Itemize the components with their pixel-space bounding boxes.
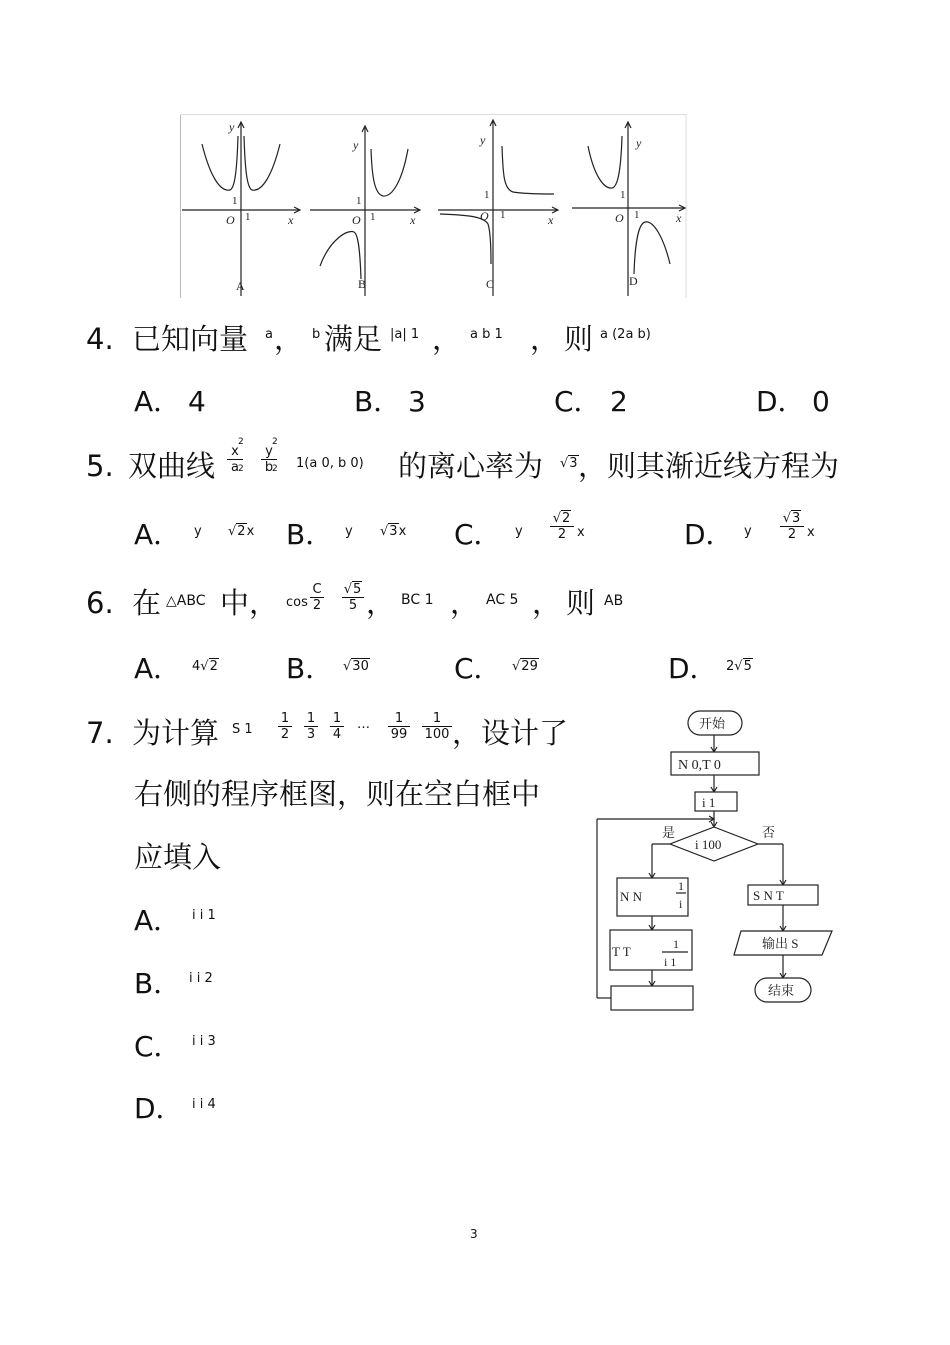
q6-option-c-label: C．	[454, 652, 502, 685]
q6-option-c-value: √29	[512, 659, 538, 674]
q6-option-c-radicand: 29	[521, 659, 538, 674]
q6-comma-1: ，	[366, 586, 396, 620]
graph-c-x-label: x	[548, 213, 554, 227]
q5-option-c-denominator: 2	[550, 526, 574, 542]
flowchart-n-frac-den: i	[679, 897, 683, 911]
q5-option-a-x: x	[246, 524, 255, 539]
q6-text-1: 在	[132, 586, 162, 620]
q4-vector-a: a	[265, 327, 273, 342]
q6-option-b-value: √30	[343, 659, 369, 674]
q6-ab: AB	[604, 593, 624, 609]
flowchart-s-calc: S N T	[753, 888, 784, 903]
q5-text-3: ，则其渐近线方程为	[578, 449, 840, 483]
q4-option-b-value: 3	[408, 385, 426, 418]
graph-a-tick-x: 1	[245, 211, 251, 223]
q6-sqrt5-numerator: √5	[343, 582, 362, 597]
q5-option-d-y: y	[744, 524, 752, 539]
q6-text-2: 中，	[220, 586, 279, 620]
q5-a-exponent: 2	[238, 464, 244, 474]
q7-option-b-label: B．	[134, 967, 182, 1000]
q7-text-2: ，设计了	[452, 716, 569, 750]
flowchart-t-frac-num: 1	[673, 937, 679, 951]
q5-option-c-x: x	[577, 525, 585, 540]
q5-option-d-radicand: 3	[792, 511, 801, 526]
q5-eccentricity-radicand: 3	[569, 456, 578, 471]
q5-option-b-radicand: 3	[389, 524, 398, 539]
q6-option-b-label: B．	[286, 652, 334, 685]
function-graphs	[180, 114, 688, 298]
q7-fraction-5-num: 1	[432, 711, 442, 726]
q6-fraction-sqrt5-5	[342, 582, 364, 613]
q7-fraction-1-den: 2	[278, 726, 292, 742]
q4-option-a-value: 4	[188, 385, 206, 418]
q5-y-exponent: 2	[272, 437, 278, 447]
q6-option-d-label: D．	[668, 652, 718, 685]
q5-number: 5.	[86, 449, 114, 483]
q5-b-exponent: 2	[272, 464, 278, 474]
q4-expression: a (2a b)	[600, 327, 651, 342]
q5-option-c-radicand: 2	[562, 511, 571, 526]
q7-text-1: 为计算	[132, 716, 220, 750]
q5-option-d-fraction	[780, 511, 804, 542]
q5-condition: 1(a 0, b 0)	[296, 456, 364, 471]
q7-text-line-3: 应填入	[134, 840, 222, 874]
q7-s-expression: S 1	[232, 722, 253, 737]
q5-text-1: 双曲线	[128, 449, 216, 483]
q7-option-b-value: i i 2	[189, 971, 213, 986]
q4-comma-3: ，	[530, 322, 560, 356]
q6-c-numerator: C	[312, 582, 322, 597]
flowchart-output: 输出 S	[762, 936, 799, 951]
flowchart-end: 结束	[768, 983, 795, 998]
flowchart-no: 否	[762, 825, 776, 840]
graph-c-y-label: y	[480, 133, 486, 147]
flowchart	[590, 705, 840, 1015]
q5-option-a-y: y	[194, 524, 202, 539]
q7-option-d-value: i i 4	[192, 1097, 216, 1112]
graph-label-d: D	[629, 274, 638, 288]
q6-c-denominator: 2	[310, 597, 324, 613]
flowchart-n-frac-num: 1	[678, 879, 684, 893]
graph-a-tick-y: 1	[232, 195, 238, 207]
q4-text-3: 则	[564, 322, 594, 356]
graph-b-origin: O	[352, 213, 361, 227]
q5-option-b-value: √3x	[380, 524, 407, 539]
page-number: 3	[470, 1227, 478, 1241]
q7-fraction-1-num: 1	[280, 711, 290, 726]
flowchart-n-update: N N	[620, 889, 643, 904]
q6-option-d-coef: 2	[726, 659, 735, 674]
q7-option-c-value: i i 3	[192, 1034, 216, 1049]
q4-option-a-label: A．	[134, 385, 182, 418]
q7-option-d-label: D．	[134, 1092, 184, 1125]
q7-option-a-label: A．	[134, 904, 182, 937]
q5-option-c-y: y	[515, 524, 523, 539]
graph-c-origin: O	[480, 209, 489, 223]
q4-option-b-label: B．	[354, 385, 402, 418]
graph-a-y-label: y	[229, 120, 235, 134]
graph-d-y-label: y	[636, 136, 642, 150]
q4-text-2: 满足	[324, 322, 383, 356]
q5-b-denominator: b	[261, 459, 277, 475]
q5-y-numerator: y	[265, 444, 273, 459]
q5-option-b-x: x	[398, 524, 407, 539]
q4-option-c-value: 2	[610, 385, 628, 418]
q4-option-d-value: 0	[812, 385, 830, 418]
q7-fraction-3	[330, 711, 344, 742]
graph-d-tick-y: 1	[620, 189, 626, 201]
graph-a-origin: O	[226, 213, 235, 227]
q7-fraction-2	[304, 711, 318, 742]
q5-option-a-value: √2x	[228, 524, 255, 539]
graph-d-x-label: x	[676, 211, 682, 225]
flowchart-blank-box[interactable]	[611, 986, 693, 1010]
q5-eccentricity: √3	[560, 456, 578, 471]
q6-cos: cos	[286, 595, 308, 610]
q4-option-c-label: C．	[554, 385, 602, 418]
q6-comma-3: ，	[532, 586, 562, 620]
flowchart-yes: 是	[662, 825, 676, 840]
q7-fraction-5	[422, 711, 452, 742]
q4-condition-2: a b 1	[470, 327, 503, 342]
q5-option-b-label: B．	[286, 518, 334, 551]
q5-option-d-numerator: √3	[782, 511, 801, 526]
q5-option-c-numerator: √2	[552, 511, 571, 526]
q7-number: 7.	[86, 716, 114, 750]
q5-x-exponent: 2	[238, 437, 244, 447]
q5-option-b-y: y	[345, 524, 353, 539]
q6-text-3: 则	[566, 586, 596, 620]
q4-comma-1: ，	[274, 322, 304, 356]
flowchart-t-update: T T	[612, 944, 631, 959]
q6-option-a-value: 4√2	[192, 659, 218, 674]
q6-option-d-radicand: 5	[743, 659, 752, 674]
q7-ellipsis: …	[357, 717, 370, 732]
q7-fraction-4-den: 99	[388, 726, 410, 742]
q6-option-b-radicand: 30	[352, 659, 369, 674]
q6-fraction-c-2	[310, 582, 324, 613]
q7-fraction-3-num: 1	[332, 711, 342, 726]
q6-option-a-radicand: 2	[209, 659, 218, 674]
q5-option-d-denominator: 2	[780, 526, 804, 542]
graph-b-y-label: y	[353, 138, 359, 152]
q7-fraction-5-den: 100	[422, 726, 452, 742]
q5-text-2: 的离心率为	[398, 449, 544, 483]
flowchart-init: N 0,T 0	[678, 758, 721, 773]
graph-a-x-label: x	[288, 213, 294, 227]
flowchart-i-init: i 1	[702, 795, 716, 810]
q4-vector-b: b	[312, 327, 321, 342]
q6-option-d-value: 2√5	[726, 659, 752, 674]
graph-c-tick-x: 1	[500, 209, 506, 221]
q5-option-c-label: C．	[454, 518, 502, 551]
q5-option-a-radicand: 2	[237, 524, 246, 539]
graph-label-b: B	[358, 277, 367, 291]
q6-option-a-coef: 4	[192, 659, 201, 674]
q5-option-d-label: D．	[684, 518, 734, 551]
q5-option-a-label: A．	[134, 518, 182, 551]
graph-b-tick-x: 1	[370, 211, 376, 223]
flowchart-condition: i 100	[695, 837, 722, 852]
q7-fraction-2-num: 1	[306, 711, 316, 726]
q6-number: 6.	[86, 586, 114, 620]
q4-text-1: 已知向量	[132, 322, 249, 356]
q4-comma-2: ，	[432, 322, 462, 356]
q7-fraction-4-num: 1	[394, 711, 404, 726]
q6-bc: BC 1	[401, 592, 434, 608]
q7-text-line-2: 右侧的程序框图，则在空白框中	[134, 777, 541, 811]
q6-sqrt5-radicand: 5	[353, 582, 362, 597]
graph-b-x-label: x	[410, 213, 416, 227]
graph-d-tick-x: 1	[634, 209, 640, 221]
graph-label-a: A	[236, 279, 245, 293]
q5-a-denominator: a	[227, 459, 243, 475]
flowchart-start: 开始	[699, 716, 726, 731]
q4-option-d-label: D．	[756, 385, 806, 418]
q5-option-c-fraction	[550, 511, 574, 542]
q6-comma-2: ，	[450, 586, 480, 620]
q4-number: 4.	[86, 322, 114, 356]
q6-triangle: △ABC	[166, 593, 206, 609]
graph-b-tick-y: 1	[356, 195, 362, 207]
q7-fraction-4	[388, 711, 410, 742]
q7-option-a-value: i i 1	[192, 908, 216, 923]
q5-x-numerator: x	[231, 444, 239, 459]
flowchart-t-frac-den: i 1	[664, 955, 677, 969]
q7-option-c-label: C．	[134, 1030, 182, 1063]
q7-fraction-2-den: 3	[304, 726, 318, 742]
q7-fraction-1	[278, 711, 292, 742]
graph-c-tick-y: 1	[484, 189, 490, 201]
q6-ac: AC 5	[486, 592, 519, 608]
q5-option-d-x: x	[807, 525, 815, 540]
q6-option-a-label: A．	[134, 652, 182, 685]
graph-label-c: C	[486, 277, 495, 291]
q6-sqrt5-denominator: 5	[342, 597, 364, 613]
q4-condition-1: |a| 1	[390, 327, 420, 342]
q7-fraction-3-den: 4	[330, 726, 344, 742]
graph-d-origin: O	[615, 211, 624, 225]
